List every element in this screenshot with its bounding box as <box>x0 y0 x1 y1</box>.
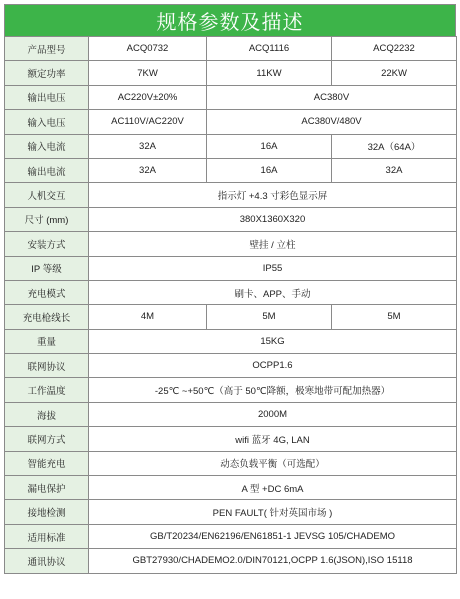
spec-value: ACQ2232 <box>332 37 457 61</box>
spec-row-output-voltage <box>5 85 457 109</box>
spec-value: 32A <box>89 158 207 182</box>
spec-row-ground-detection <box>5 500 457 524</box>
spec-row-input-current <box>5 134 457 158</box>
spec-label: IP 等级 <box>5 256 89 280</box>
spec-value: 16A <box>207 158 332 182</box>
spec-label: 输入电流 <box>5 134 89 158</box>
spec-row-weight <box>5 329 457 353</box>
spec-value: 32A（64A） <box>332 134 457 158</box>
spec-label: 联网协议 <box>5 354 89 378</box>
spec-row-charging-mode <box>5 280 457 304</box>
spec-value: IP55 <box>89 256 457 280</box>
spec-label: 通讯协议 <box>5 549 89 573</box>
spec-row-cable-length <box>5 305 457 329</box>
spec-value: GBT27930/CHADEMO2.0/DIN70121,OCPP 1.6(JSON),ISO 15118 <box>89 549 457 573</box>
spec-value: 壁挂 / 立柱 <box>89 232 457 256</box>
spec-row-communication-protocol <box>5 549 457 573</box>
spec-label: 智能充电 <box>5 451 89 475</box>
spec-value: ACQ1116 <box>207 37 332 61</box>
spec-label: 适用标准 <box>5 524 89 548</box>
spec-value: A 型 +DC 6mA <box>89 476 457 500</box>
spec-row-smart-charging <box>5 451 457 475</box>
spec-value: wifi 蓝牙 4G, LAN <box>89 427 457 451</box>
spec-label: 产品型号 <box>5 37 89 61</box>
spec-row-network-connection <box>5 427 457 451</box>
spec-value: PEN FAULT( 针对英国市场 ) <box>89 500 457 524</box>
spec-label: 接地检测 <box>5 500 89 524</box>
spec-label: 充电模式 <box>5 280 89 304</box>
spec-value: AC110V/AC220V <box>89 110 207 134</box>
spec-label: 人机交互 <box>5 183 89 207</box>
spec-value: 32A <box>332 158 457 182</box>
spec-value: AC380V <box>207 85 457 109</box>
spec-row-input-voltage <box>5 110 457 134</box>
page-title: 规格参数及描述 <box>4 4 456 36</box>
spec-value: 380X1360X320 <box>89 207 457 231</box>
spec-label: 输出电压 <box>5 85 89 109</box>
spec-value: 刷卡、APP、手动 <box>89 280 457 304</box>
spec-value: GB/T20234/EN62196/EN61851-1 JEVSG 105/CHADEMO <box>89 524 457 548</box>
spec-row-standards <box>5 524 457 548</box>
spec-value: 11KW <box>207 61 332 85</box>
spec-label: 输入电压 <box>5 110 89 134</box>
spec-value: OCPP1.6 <box>89 354 457 378</box>
spec-row-ip-rating <box>5 256 457 280</box>
spec-value: 22KW <box>332 61 457 85</box>
spec-row-dimensions <box>5 207 457 231</box>
spec-value: 7KW <box>89 61 207 85</box>
spec-row-product-model <box>5 37 457 61</box>
spec-row-leakage-protection <box>5 476 457 500</box>
spec-value: 指示灯 +4.3 寸彩色显示屏 <box>89 183 457 207</box>
spec-label: 漏电保护 <box>5 476 89 500</box>
spec-label: 充电枪线长 <box>5 305 89 329</box>
spec-label: 工作温度 <box>5 378 89 402</box>
spec-row-network-protocol <box>5 354 457 378</box>
spec-row-installation <box>5 232 457 256</box>
spec-label: 输出电流 <box>5 158 89 182</box>
spec-value: -25℃ ~+50℃（高于 50℃降额，极寒地带可配加热器） <box>89 378 457 402</box>
spec-label: 海拔 <box>5 402 89 426</box>
spec-value: 5M <box>207 305 332 329</box>
spec-row-operating-temperature <box>5 378 457 402</box>
spec-label: 安装方式 <box>5 232 89 256</box>
spec-value: AC220V±20% <box>89 85 207 109</box>
spec-value: 5M <box>332 305 457 329</box>
spec-value: ACQ0732 <box>89 37 207 61</box>
spec-label: 额定功率 <box>5 61 89 85</box>
spec-row-altitude <box>5 402 457 426</box>
spec-value: 2000M <box>89 402 457 426</box>
spec-row-output-current <box>5 158 457 182</box>
spec-value: 4M <box>89 305 207 329</box>
spec-value: AC380V/480V <box>207 110 457 134</box>
spec-sheet <box>4 4 456 574</box>
spec-row-rated-power <box>5 61 457 85</box>
spec-label: 重量 <box>5 329 89 353</box>
spec-label: 尺寸 (mm) <box>5 207 89 231</box>
spec-table <box>4 36 457 574</box>
spec-value: 动态负载平衡（可选配） <box>89 451 457 475</box>
spec-value: 15KG <box>89 329 457 353</box>
spec-value: 32A <box>89 134 207 158</box>
spec-value: 16A <box>207 134 332 158</box>
spec-row-hmi <box>5 183 457 207</box>
spec-label: 联网方式 <box>5 427 89 451</box>
